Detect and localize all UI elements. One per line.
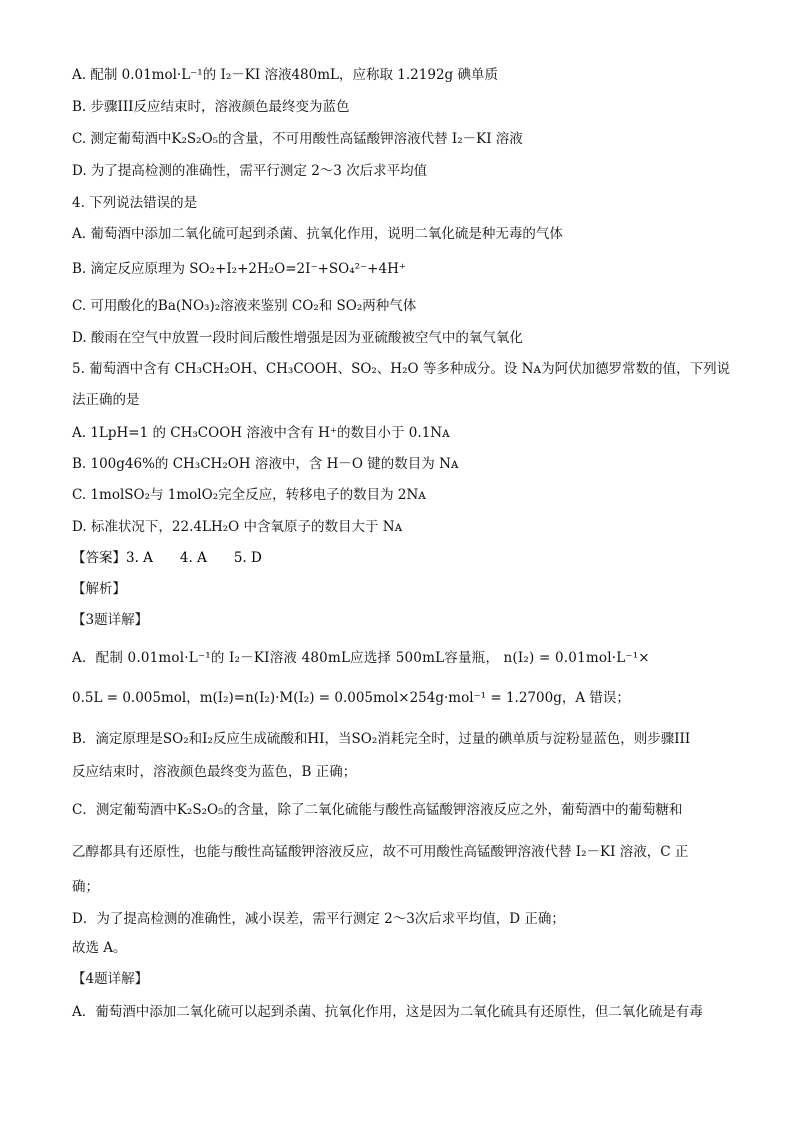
q4-option-a: A. 葡萄酒中添加二氧化硫可起到杀菌、抗氧化作用，说明二氧化硫是种无毒的气体 [72, 226, 563, 242]
q3-option-c: C. 测定葡萄酒中K₂S₂O₅的含量，不可用酸性高锰酸钾溶液代替 I₂－KI 溶液 [72, 131, 523, 147]
q3-option-a: A. 配制 0.01mol·L⁻¹的 I₂－KI 溶液480mL，应称取 1.2192g 碘单质 [72, 67, 498, 83]
q4-option-b: B. 滴定反应原理为 SO₂+I₂+2H₂O=2I⁻+SO₄²⁻+4H⁺ [72, 261, 406, 277]
q3-option-d: D. 为了提高检测的准确性，需平行测定 2～3 次后求平均值 [72, 163, 428, 179]
q5-option-b: B. 100g46%的 CH₃CH₂OH 溶液中，含 H－O 键的数目为 Nᴀ [72, 456, 459, 472]
q5-stem-line-1: 5. 葡萄酒中含有 CH₃CH₂OH、CH₃COOH、SO₂、H₂O 等多种成分。设 Nᴀ为阿伏加德罗常数的值，下列说 [72, 361, 731, 377]
q4-stem: 4. 下列说法错误的是 [72, 195, 198, 211]
q5-stem-line-2: 法正确的是 [72, 392, 140, 408]
detail3-a-line-2: 0.5L = 0.005mol，m(I₂)=n(I₂)·M(I₂) = 0.005mol×254g·mol⁻¹ = 1.2700g，A 错误； [72, 690, 630, 706]
q5-option-a: A. 1LpH=1 的 CH₃COOH 溶液中含有 H⁺的数目小于 0.1Nᴀ [72, 425, 450, 441]
detail3-conclusion: 故选 A。 [72, 940, 127, 956]
detail3-c-line-2: 乙醇都具有还原性，也能与酸性高锰酸钾溶液反应，故不可用酸性高锰酸钾溶液代替 I₂－KI 溶液，C 正 [72, 844, 689, 860]
detail3-c-line-1: C．测定葡萄酒中K₂S₂O₅的含量，除了二氧化硫能与酸性高锰酸钾溶液反应之外，葡萄酒中的葡萄糖和 [72, 802, 683, 818]
q5-option-c: C. 1molSO₂与 1molO₂完全反应，转移电子的数目为 2Nᴀ [72, 487, 426, 503]
detail3-header: 【3题详解】 [72, 612, 149, 628]
answer-line: 【答案】3. A 4. A 5. D [72, 550, 262, 566]
analysis-label: 【解析】 [72, 581, 126, 597]
detail3-c-line-3: 确； [72, 879, 99, 895]
detail4-a-line-1: A．葡萄酒中添加二氧化硫可以起到杀菌、抗氧化作用，这是因为二氧化硫具有还原性，但二氧化硫是有毒 [72, 1004, 703, 1020]
detail4-header: 【4题详解】 [72, 971, 149, 987]
detail3-d-line-1: D．为了提高检测的准确性，减小误差，需平行测定 2～3次后求平均值，D 正确； [72, 911, 565, 927]
detail3-b-line-2: 反应结束时，溶液颜色最终变为蓝色，B 正确； [72, 764, 357, 780]
q4-option-d: D. 酸雨在空气中放置一段时间后酸性增强是因为亚硫酸被空气中的氧气氧化 [72, 330, 523, 346]
detail3-a-line-1: A．配制 0.01mol·L⁻¹的 I₂－KI溶液 480mL应选择 500mL容量瓶， n(I₂) = 0.01mol·L⁻¹× [72, 650, 650, 666]
q4-option-c: C. 可用酸化的Ba(NO₃)₂溶液来鉴别 CO₂和 SO₂两种气体 [72, 298, 417, 314]
q5-option-d: D. 标准状况下，22.4LH₂O 中含氧原子的数目大于 Nᴀ [72, 519, 403, 535]
q3-option-b: B. 步骤III反应结束时，溶液颜色最终变为蓝色 [72, 99, 350, 115]
detail3-b-line-1: B．滴定原理是SO₂和I₂反应生成硫酸和HI，当SO₂消耗完全时，过量的碘单质与淀粉显蓝色，则步骤III [72, 731, 691, 747]
